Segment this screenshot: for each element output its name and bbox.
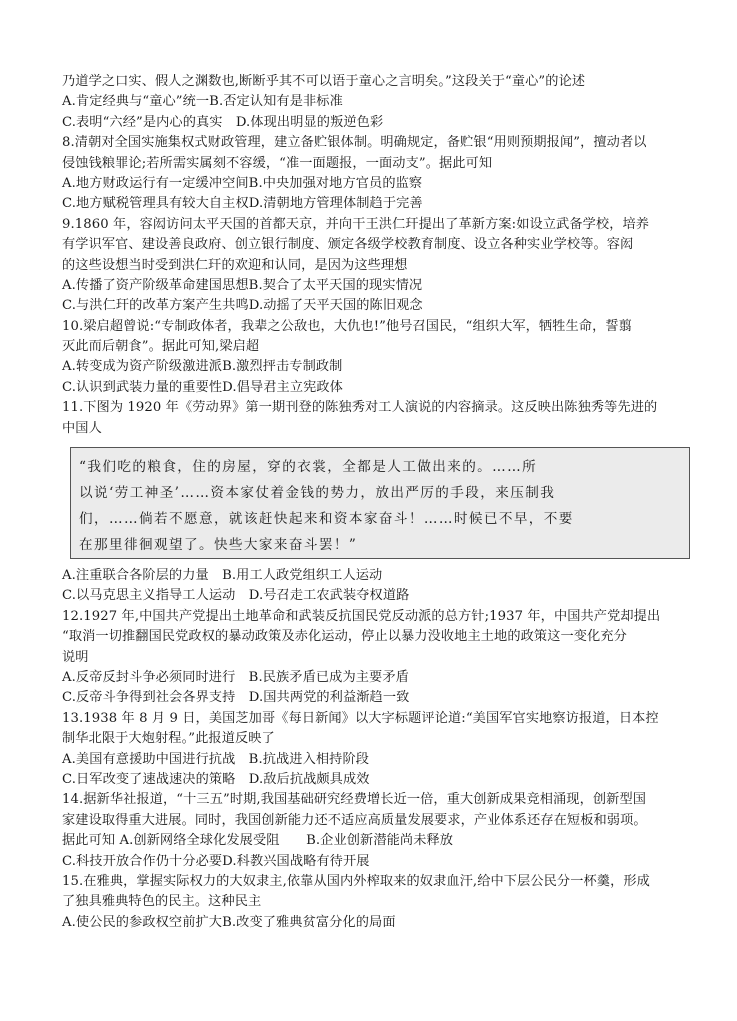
text-line: A.美国有意援助中国进行抗战 B.抗战进入相持阶段 xyxy=(62,751,370,767)
text-line: A.注重联合各阶层的力量 B.用工人政党组织工人运动 xyxy=(62,568,383,584)
text-line: A.地方财政运行有一定缓冲空间B.中央加强对地方官员的监察 xyxy=(62,175,423,191)
text-line: 8.清朝对全国实施集权式财政管理，建立备贮银体制。明确规定，备贮银“用则预期报闻”，擅动者以 xyxy=(62,135,647,151)
question-q12 xyxy=(62,607,702,709)
text-line: 灭此而后朝食”。据此可知,梁启超 xyxy=(62,339,260,355)
exam-page xyxy=(62,72,702,933)
text-line: 侵蚀钱粮罪论;若所需实属刻不容缓，“准一面题报，一面动支”。据此可知 xyxy=(62,155,493,171)
text-line: 乃道学之口实、假人之渊数也,断断乎其不可以语于童心之言明矣。”这段关于“童心”的论述 xyxy=(62,74,586,89)
quote-line: 们，……倘若不愿意，就该赶快起来和资本家奋斗！……时候已不早，不要 xyxy=(79,511,574,528)
question-q13 xyxy=(62,709,702,791)
text-line: 据此可知 A.创新网络全球化发展受阻 B.企业创新潜能尚未释放 xyxy=(62,833,454,849)
quote-line: “我们吃的粮食，住的房屋，穿的衣裳，全都是人工做出来的。……所 xyxy=(79,459,538,476)
text-line: C.与洪仁玕的改革方案产生共鸣D.动摇了天平天国的陈旧观念 xyxy=(62,298,423,314)
text-line: 了独具雅典特色的民主。这种民主 xyxy=(62,894,262,910)
text-line: C.日军改变了速战速决的策略 D.敌后抗战颇具成效 xyxy=(62,771,370,787)
question-q11-stem xyxy=(62,398,702,439)
text-line: C.反帝斗争得到社会各界支持 D.国共两党的利益渐趋一致 xyxy=(62,690,410,706)
question-q8 xyxy=(62,133,702,215)
text-line: A.肯定经典与“童心”统一B.否定认知有是非标准 xyxy=(62,94,343,110)
text-line: A.传播了资产阶级革命建国思想B.契合了太平天国的现实情况 xyxy=(62,277,423,293)
text-line: 制华北限于大炮射程。”此报道反映了 xyxy=(62,731,275,747)
text-line: 有学识军官、建设善良政府、创立银行制度、颁定各级学校教育制度、设立各种实业学校等。容闳 xyxy=(62,237,634,253)
question-q10 xyxy=(62,317,702,399)
question-group-upper xyxy=(62,72,702,439)
question-group-lower xyxy=(62,566,702,933)
text-line: A.使公民的参政权空前扩大B.改变了雅典贫富分化的局面 xyxy=(62,914,396,930)
question-q6-tail xyxy=(62,72,702,133)
question-q14 xyxy=(62,790,702,872)
question-q9 xyxy=(62,215,702,317)
question-q11-opts xyxy=(62,566,702,607)
text-line: 说明 xyxy=(62,649,89,665)
text-line: 12.1927 年,中国共产党提出土地革命和武装反抗国民党反动派的总方针;1937 年，中国共产党却提出 xyxy=(62,608,661,624)
text-line: C.表明“六经”是内心的真实 D.体现出明显的叛逆色彩 xyxy=(62,114,384,130)
text-line: C.地方赋税管理具有较大自主权D.清朝地方管理体制趋于完善 xyxy=(62,196,423,212)
text-line: A.转变成为资产阶级激进派B.激烈抨击专制政制 xyxy=(62,359,343,375)
question-q15 xyxy=(62,872,702,933)
text-line: 10.梁启超曾说:“专制政体者，我辈之公敌也，大仇也!”他号召国民，“组织大军，牺牲生命，誓翦 xyxy=(62,318,632,334)
text-line: C.科技开放合作仍十分必要D.科教兴国战略有待开展 xyxy=(62,853,370,869)
text-line: 11.下图为 1920 年《劳动界》第一期刊登的陈独秀对工人演说的内容摘录。这反映出陈独秀等先进的 xyxy=(62,400,658,416)
quote-excerpt-box xyxy=(70,447,690,559)
text-line: C.认识到武装力量的重要性D.倡导君主立宪政体 xyxy=(62,379,343,395)
text-line: 9.1860 年，容闳访问太平天国的首都天京，并向干王洪仁玕提出了革新方案:如设立武备学校，培养 xyxy=(62,216,650,232)
quote-line: 以说‘劳工神圣’……资本家仗着金钱的势力，放出严厉的手段，来压制我 xyxy=(79,485,556,502)
text-line: 13.1938 年 8 月 9 日，美国芝加哥《每日新闻》以大字标题评论道:“美国军官实地察访报道，日本控 xyxy=(62,710,659,726)
text-line: “取消一切推翻国民党政权的暴动政策及赤化运动，停止以暴力没收地主土地的政策这一变化充分 xyxy=(62,629,627,645)
text-line: A.反帝反封斗争必须同时进行 B.民族矛盾已成为主要矛盾 xyxy=(62,669,409,685)
text-line: C.以马克思主义指导工人运动 D.号召走工农武装夺权道路 xyxy=(62,588,410,604)
text-line: 14.据新华社报道，“十三五”时期,我国基础研究经费增长近一倍，重大创新成果竞相涌现，创新型国 xyxy=(62,792,647,808)
text-line: 中国人 xyxy=(62,420,102,436)
quote-line: 在那里徘徊观望了。快些大家来奋斗罢！” xyxy=(79,537,358,554)
text-line: 15.在雅典，掌握实际权力的大奴隶主,依靠从国内外榨取来的奴隶血汗,给中下层公民分一杯羹，形成 xyxy=(62,873,650,889)
text-line: 家建设取得重大进展。同时，我国创新能力还不适应高质量发展要求，产业体系还存在短板和弱项。 xyxy=(62,812,647,828)
text-line: 的这些设想当时受到洪仁玕的欢迎和认同，是因为这些理想 xyxy=(62,257,408,273)
